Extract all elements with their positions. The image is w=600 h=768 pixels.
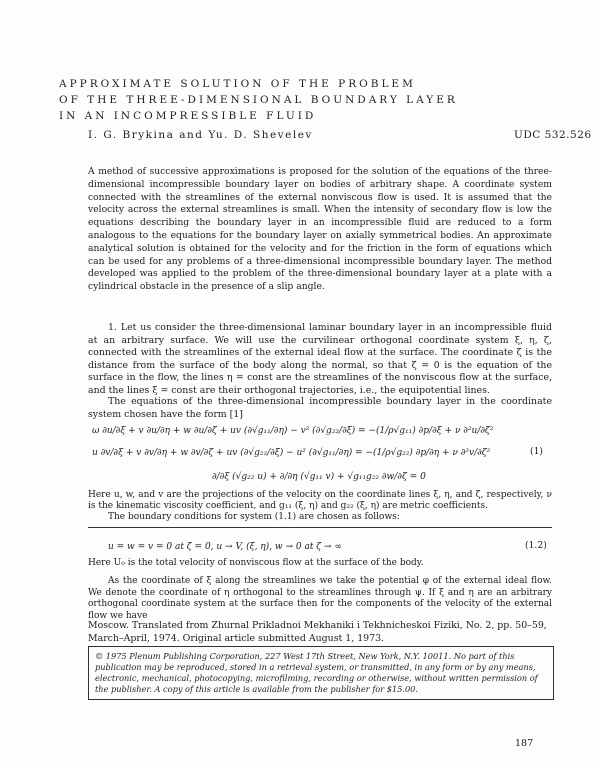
after-equation-text: Here u, w, and v are the projections of the velocity on the coordinate lines ξ, η, and ζ, respectively, ν is the kinematic viscosity coefficient, and g₁₁ (ξ, η) and g₂₂ (ξ, η) are metric coefficients. (88, 490, 552, 511)
title-line-3: IN AN INCOMPRESSIBLE FLUID (59, 110, 317, 122)
boundary-equation-number: (1.2) (525, 540, 547, 551)
title-line-1: APPROXIMATE SOLUTION OF THE PROBLEM (59, 78, 416, 90)
boundary-equation: u = w = v = 0 at ζ = 0, u → V, (ξ, η), w → 0 at ζ → ∞ (108, 542, 342, 552)
equation-1-line-3: ∂/∂ξ (√g₂₂ u) + ∂/∂η (√g₁₁ v) + √g₁₁g₂₂ ∂w/∂ζ = 0 (212, 472, 426, 482)
abstract: A method of successive approximations is proposed for the solution of the equations of the three-dimensional incompressible boundary layer on bodies of arbitrary shape. A coordinate system connected with the streamlines of the external nonviscous flow is used. It is assumed that the velocity across the external streamlines is small. When the intensity of secondary flow is low the equations describing the boundary layer in an incompressible fluid are reduced to a form analogous to the equations for the boundary layer on axially symmetrical bodies. An approximate analytical solution is obtained for the velocity and for the friction in the form of equations which can be used for any problems of a three-dimensional incompressible boundary layer. The method developed was applied to the problem of the three-dimensional boundary layer at a plate with a cylindrical obstacle in the presence of a slip angle. (88, 166, 552, 293)
footnote: Moscow. Translated from Zhurnal Prikladnoi Mekhaniki i Tekhnicheskoi Fiziki, No. 2, pp. 50–59, March–April, 1974. Original article submitted August 1, 1973. (88, 620, 547, 644)
boundary-after-text: Here U₀ is the total velocity of nonviscous flow at the surface of the body. (88, 558, 424, 568)
equation-1-line-2: u ∂v/∂ξ + v ∂v/∂η + w ∂v/∂ζ + uv (∂√g₂₂/∂ξ) − u² (∂√g₁₁/∂η) = −(1/ρ√g₂₂) ∂p/∂η + ν ∂²v/∂ζ² (92, 448, 491, 458)
boundary-conditions-intro: The boundary conditions for system (1.1) are chosen as follows: (108, 512, 400, 522)
authors: I. G. Brykina and Yu. D. Shevelev (88, 129, 313, 141)
copyright-box: © 1975 Plenum Publishing Corporation, 227 West 17th Street, New York, N.Y. 10011. No part of this publication may be reproduced, stored in a retrieval system, or transmitted, in any form or by any means, electronic, mechanical, photocopying, microfilming, recording or otherwise, without written permission of the publisher. A copy of this article is available from the publisher for $15.00. (88, 646, 554, 700)
page-number: 187 (515, 738, 534, 749)
title-line-2: OF THE THREE-DIMENSIONAL BOUNDARY LAYER (59, 94, 458, 106)
equations-intro: The equations of the three-dimensional incompressible boundary layer in the coordinate system chosen have the form [1] (88, 396, 552, 420)
equation-1-line-1: ω ∂u/∂ξ + v ∂u/∂η + w ∂u/∂ζ + uv (∂√g₁₁/∂η) − v² (∂√g₂₂/∂ξ) = −(1/ρ√g₁₁) ∂p/∂ξ + ν ∂²u/∂ζ² (92, 426, 494, 436)
udc-code: UDC 532.526 (514, 129, 592, 141)
section-1-paragraph: 1. Let us consider the three-dimensional laminar boundary layer in an incompressible fluid at an arbitrary surface. We will use the curvilinear orthogonal coordinate system ξ, η, ζ, connected with the streamlines of the external ideal flow at the surface. The coordinate ζ is the distance from the surface of the body along the normal, so that ζ = 0 is the equation of the surface in the flow, the lines η = const are the streamlines of the nonviscous flow at the surface, and the lines ξ = const are their orthogonal trajectories, i.e., the equipotential lines. (88, 322, 552, 396)
equation-1-number: (1) (530, 446, 544, 457)
potential-paragraph: As the coordinate of ξ along the streamlines we take the potential φ of the external ideal flow. We denote the coordinate of η orthogonal to the streamlines through ψ. If ξ and η are an arbitrary orthogonal coordinate system at the surface then for the components of the velocity of the external flow we have (88, 576, 552, 621)
footnote-rule (88, 527, 552, 528)
